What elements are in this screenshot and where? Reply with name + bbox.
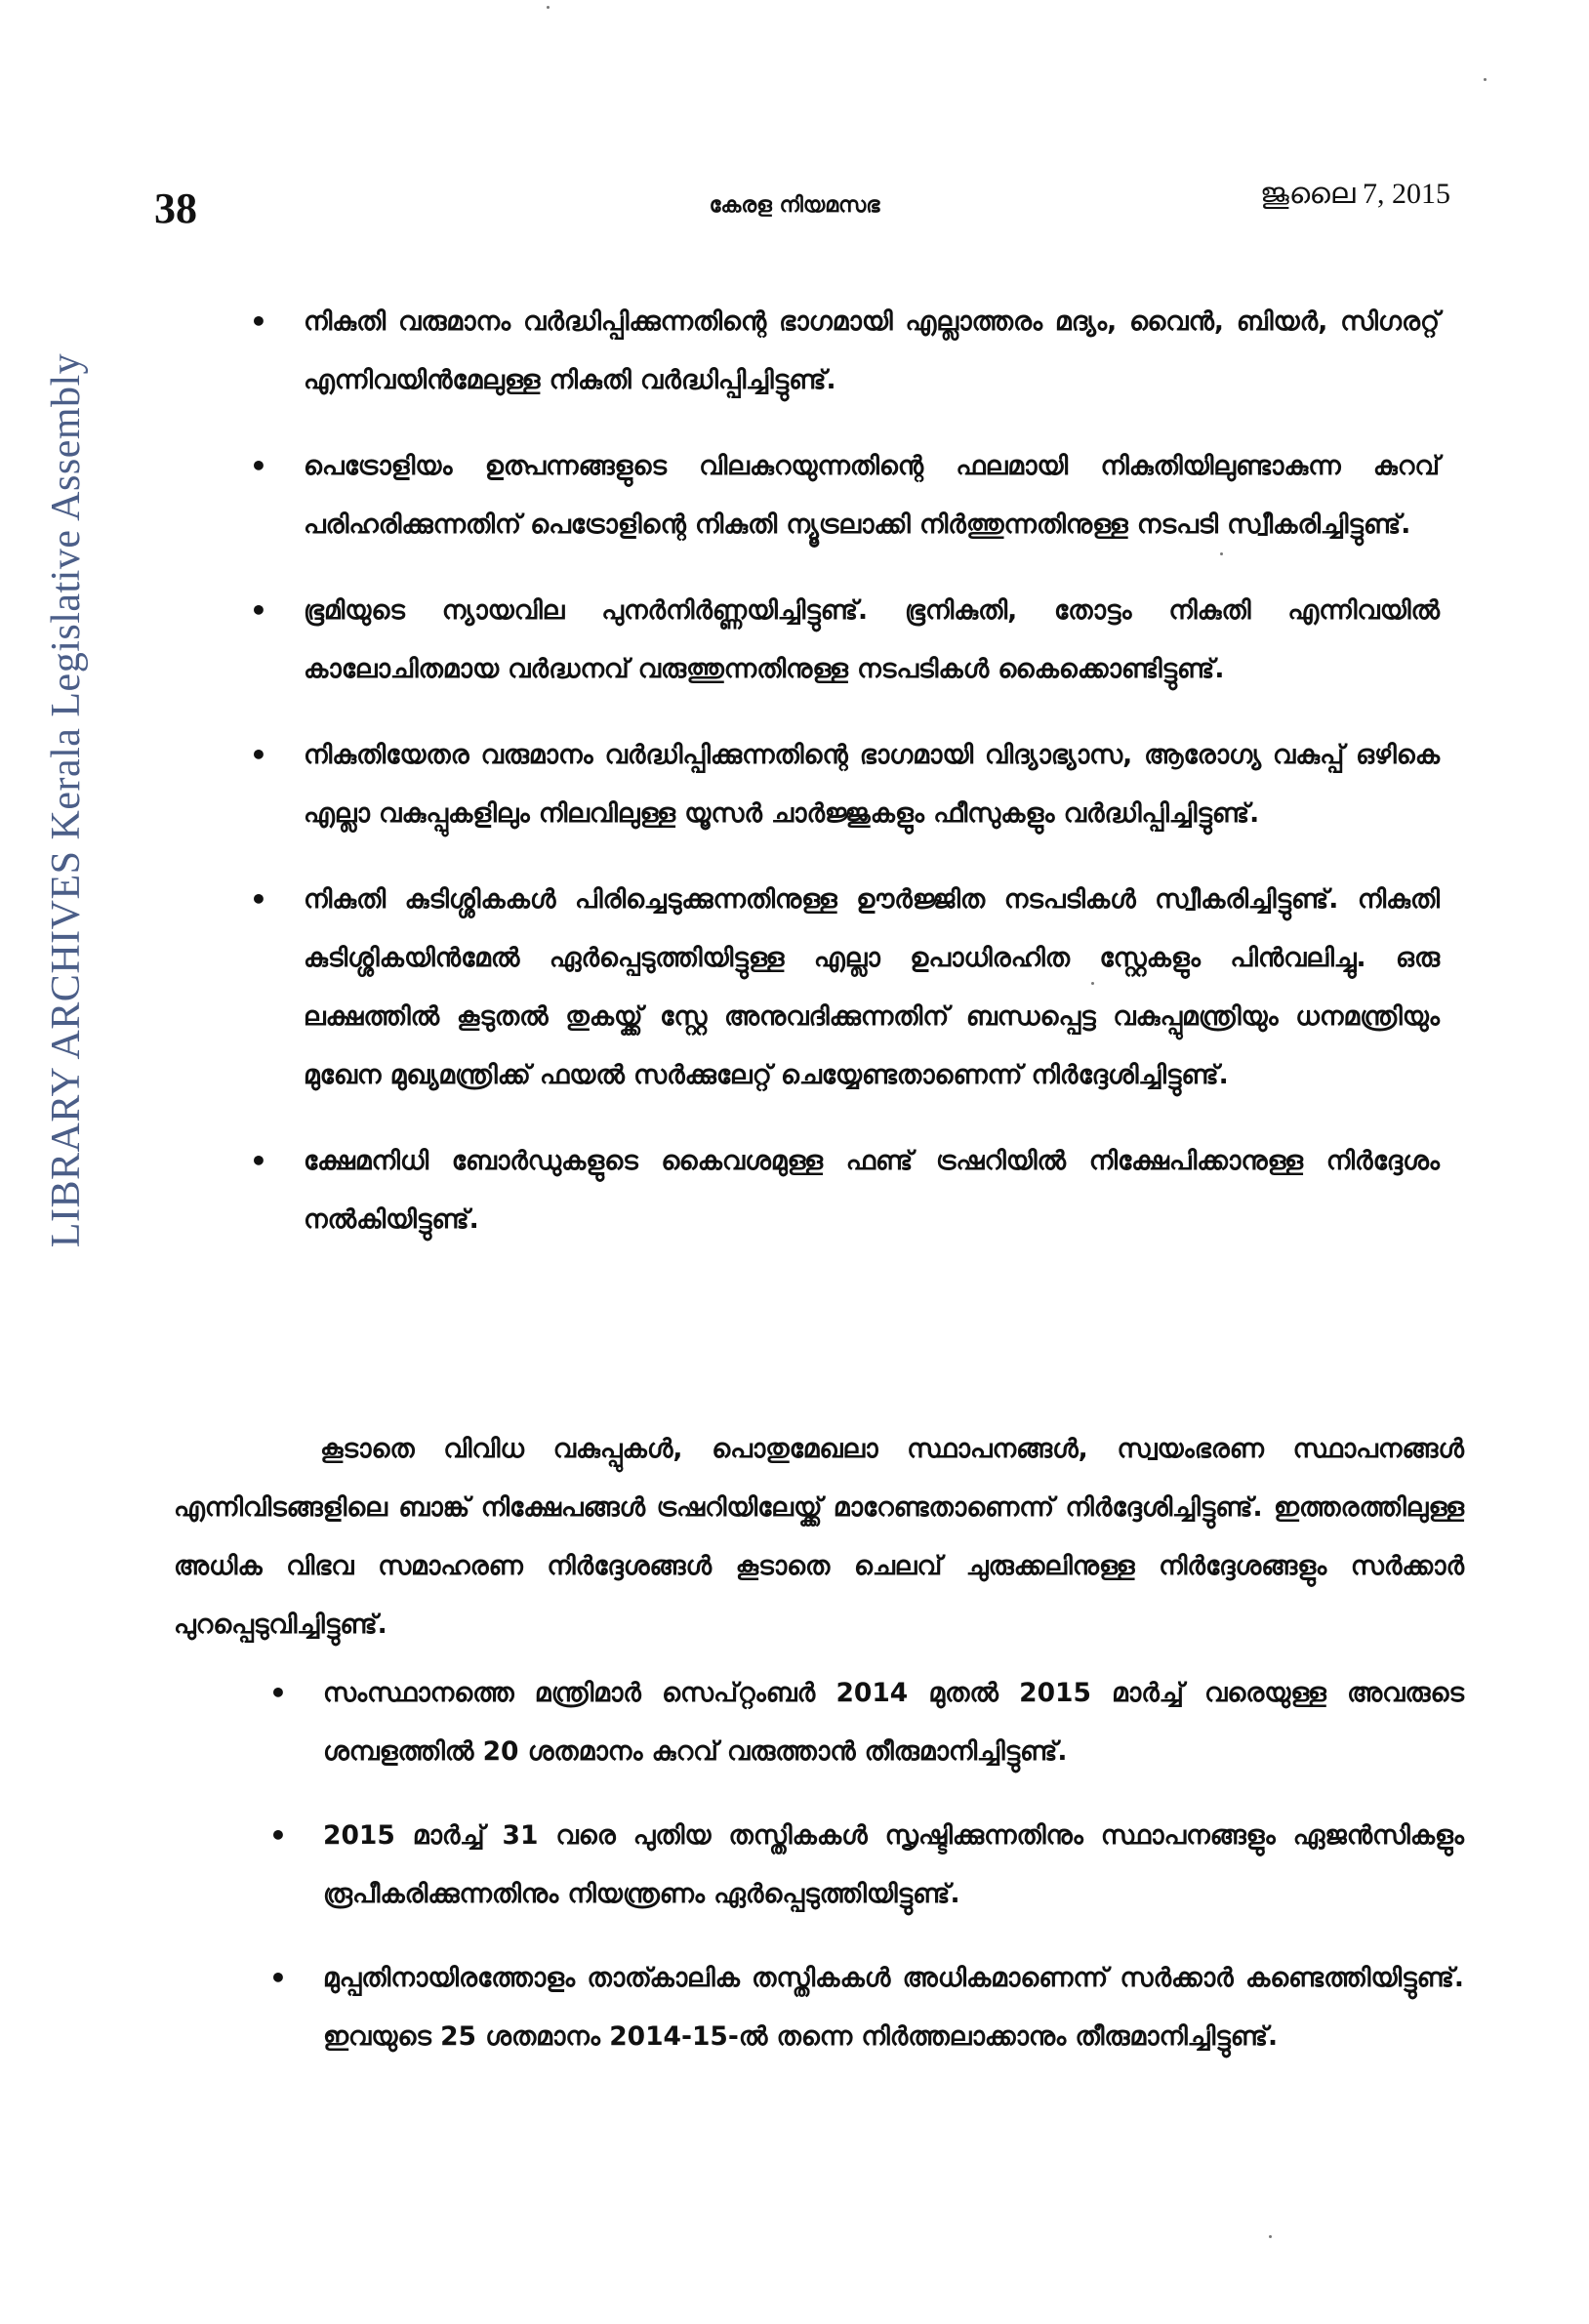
- list-item-text: നികുതിയേതര വരുമാനം വർദ്ധിപ്പിക്കുന്നതിന്റെ ഭാഗമായി വിദ്യാഭ്യാസ, ആരോഗ്യ വകുപ്പ് ഒഴികെ എല്ലാ വകുപ്പുകളിലും നിലവിലുള്ള യൂസർ ചാർജ്ജുകളും ഫീസുകളും വർദ്ധിപ്പിച്ചിട്ടുണ്ട്.: [304, 740, 1440, 829]
- list-item: [268, 1949, 1464, 2066]
- bullet-icon: •: [269, 1819, 287, 1852]
- austerity-measures-list: [268, 1664, 1464, 2092]
- bullet-icon: •: [269, 1677, 287, 1709]
- list-item: [249, 437, 1440, 554]
- scan-speck: [1269, 2235, 1272, 2238]
- header-date: ജൂലൈ 7, 2015: [1260, 178, 1450, 210]
- list-item: [249, 1132, 1440, 1249]
- body-paragraph: കൂടാതെ വിവിധ വകുപ്പുകൾ, പൊതുമേഖലാ സ്ഥാപനങ്ങൾ, സ്വയംഭരണ സ്ഥാപനങ്ങൾ എന്നിവിടങ്ങളിലെ ബാങ്ക് നിക്ഷേപങ്ങൾ ട്രഷറിയിലേയ്ക്ക് മാറേണ്ടതാണെന്ന് നിർദ്ദേശിച്ചിട്ടുണ്ട്. ഇത്തരത്തിലുള്ള അധിക വിഭവ സമാഹരണ നിർദ്ദേശങ്ങൾ കൂടാതെ ചെലവ് ചുരുക്കലിനുള്ള നിർദ്ദേശങ്ങളും സർക്കാർ പുറപ്പെടുവിച്ചിട്ടുണ്ട്.: [174, 1434, 1464, 1640]
- list-item: [268, 1807, 1464, 1924]
- list-item-text: ഭൂമിയുടെ ന്യായവില പുനർനിർണ്ണയിച്ചിട്ടുണ്ട്. ഭൂനികുതി, തോട്ടം നികുതി എന്നിവയിൽ കാലോചിതമായ വർദ്ധനവ് വരുത്തുന്നതിനുള്ള നടപടികൾ കൈക്കൊണ്ടിട്ടുണ്ട്.: [304, 595, 1440, 684]
- list-item-text: പെട്രോളിയം ഉത്പന്നങ്ങളുടെ വിലകുറയുന്നതിന്റെ ഫലമായി നികുതിയിലുണ്ടാകുന്ന കുറവ് പരിഹരിക്കുന്നതിന് പെട്രോളിന്റെ നികുതി ന്യൂട്രലാക്കി നിർത്തുന്നതിനുള്ള നടപടി സ്വീകരിച്ചിട്ടുണ്ട്.: [304, 451, 1440, 540]
- list-item-text: 2015 മാർച്ച് 31 വരെ പുതിയ തസ്തികകൾ സൃഷ്ടിക്കുന്നതിനും സ്ഥാപനങ്ങളും ഏജൻസികളും രൂപീകരിക്കുന്നതിനും നിയന്ത്രണം ഏർപ്പെടുത്തിയിട്ടുണ്ട്.: [323, 1820, 1464, 1909]
- bullet-icon: •: [250, 739, 267, 771]
- scan-speck: [1484, 78, 1487, 81]
- bullet-icon: •: [269, 1962, 287, 1994]
- list-item-text: മുപ്പതിനായിരത്തോളം താത്കാലിക തസ്തികകൾ അധികമാണെന്ന് സർക്കാർ കണ്ടെത്തിയിട്ടുണ്ട്. ഇവയുടെ 25 ശതമാനം 2014-15-ൽ തന്നെ നിർത്തലാക്കാനും തീരുമാനിച്ചിട്ടുണ്ട്.: [323, 1963, 1464, 2052]
- list-item: [268, 1664, 1464, 1781]
- bullet-icon: •: [250, 594, 267, 627]
- list-item: [249, 582, 1440, 699]
- scan-speck: [1091, 982, 1094, 985]
- revenue-measures-list: [249, 293, 1440, 1277]
- list-item: [249, 726, 1440, 843]
- list-item-text: ക്ഷേമനിധി ബോർഡുകളുടെ കൈവശമുള്ള ഫണ്ട് ട്രഷറിയിൽ നിക്ഷേപിക്കാനുള്ള നിർദ്ദേശം നൽകിയിട്ടുണ്ട്.: [304, 1146, 1440, 1235]
- list-item-text: സംസ്ഥാനത്തെ മന്ത്രിമാർ സെപ്റ്റംബർ 2014 മുതൽ 2015 മാർച്ച് വരെയുള്ള അവരുടെ ശമ്പളത്തിൽ 20 ശതമാനം കുറവ് വരുത്താൻ തീരുമാനിച്ചിട്ടുണ്ട്.: [323, 1678, 1464, 1767]
- list-item: [249, 293, 1440, 410]
- bullet-icon: •: [250, 306, 267, 338]
- list-item: [249, 871, 1440, 1105]
- archive-watermark: LIBRARY ARCHIVES Kerala Legislative Assembly: [44, 352, 89, 1248]
- list-item-text: നികുതി വരുമാനം വർദ്ധിപ്പിക്കുന്നതിന്റെ ഭാഗമായി എല്ലാത്തരം മദ്യം, വൈൻ, ബിയർ, സിഗരറ്റ് എന്നിവയിൻമേലുള്ള നികുതി വർദ്ധിപ്പിച്ചിട്ടുണ്ട്.: [304, 306, 1440, 395]
- page-number: 38: [154, 184, 197, 232]
- scan-speck: [547, 6, 550, 9]
- bullet-icon: •: [250, 1145, 267, 1177]
- scan-speck: [1220, 552, 1223, 555]
- bullet-icon: •: [250, 883, 267, 916]
- bullet-icon: •: [250, 450, 267, 482]
- running-title: കേരള നിയമസഭ: [709, 193, 880, 218]
- list-item-text: നികുതി കുടിശ്ശികകൾ പിരിച്ചെടുക്കുന്നതിനുള്ള ഊർജ്ജിത നടപടികൾ സ്വീകരിച്ചിട്ടുണ്ട്. നികുതി കുടിശ്ശികയിൻമേൽ ഏർപ്പെടുത്തിയിട്ടുള്ള എല്ലാ ഉപാധിരഹിത സ്റ്റേകളും പിൻവലിച്ചു. ഒരു ലക്ഷത്തിൽ കൂടുതൽ തുകയ്ക്ക് സ്റ്റേ അനുവദിക്കുന്നതിന് ബന്ധപ്പെട്ട വകുപ്പുമന്ത്രിയും ധനമന്ത്രിയും മുഖേന മുഖ്യമന്ത്രിക്ക് ഫയൽ സർക്കുലേറ്റ് ചെയ്യേണ്ടതാണെന്ന് നിർദ്ദേശിച്ചിട്ടുണ്ട്.: [304, 884, 1440, 1090]
